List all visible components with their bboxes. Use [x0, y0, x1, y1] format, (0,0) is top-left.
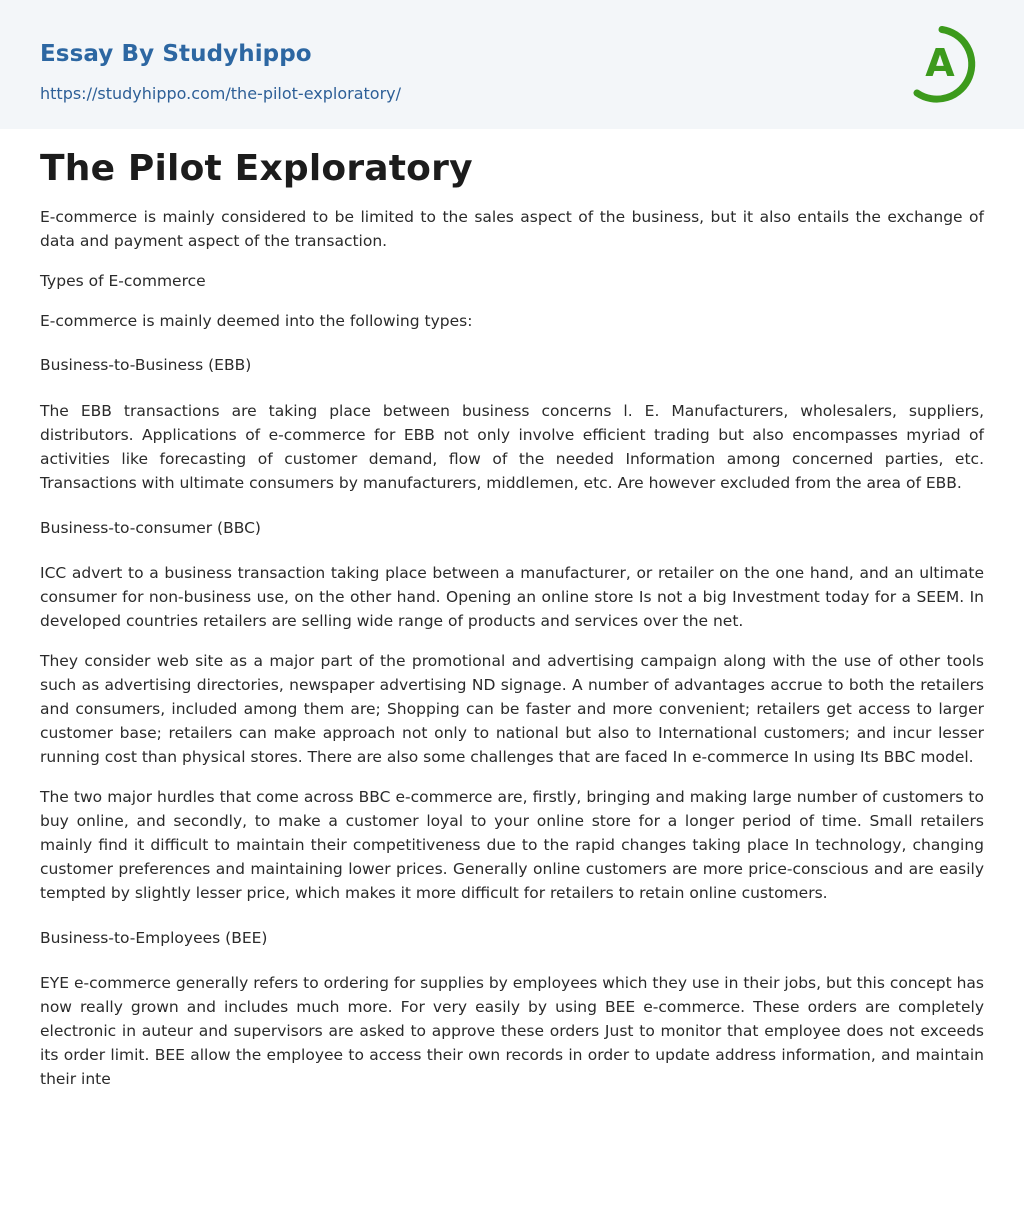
essay-url-link[interactable]: https://studyhippo.com/the-pilot-exploratory/	[40, 84, 401, 103]
paragraph-types-intro: E-commerce is mainly deemed into the following types:	[40, 312, 473, 330]
site-header	[0, 0, 1024, 129]
essay-content	[0, 129, 1024, 1091]
studyhippo-logo-icon[interactable]	[912, 18, 988, 106]
brand-title[interactable]: Essay By Studyhippo	[40, 41, 312, 67]
paragraph-bbc-2: They consider web site as a major part of the promotional and advertising campaign along with the use of other tools such as advertising directories, newspaper advertising ND signage. A number of advantages accrue to both the retailers and consumers, included among them are; Shopping can be faster and more convenient; retailers get access to larger customer base; retailers can make approach not only to national but also to International customers; and incur lesser running cost than physical stores. There are also some challenges that are faced In e-commerce In using Its BBC model.	[40, 652, 984, 766]
paragraph-ebb: The EBB transactions are taking place between business concerns l. E. Manufacturers, wholesalers, suppliers, distributors. Applications of e-commerce for EBB not only involve efficient trading but also encompasses myriad of activities like forecasting of customer demand, flow of the needed Information among concerned parties, etc. Transactions with ultimate consumers by manufacturers, middlemen, etc. Are however excluded from the area of EBB.	[40, 402, 984, 492]
paragraph-bee: EYE e-commerce generally refers to ordering for supplies by employees which they use in their jobs, but this concept has now really grown and includes much more. For very easily by using BEE e-commerce. These orders are completely electronic in auteur and supervisors are asked to approve these orders Just to monitor that employee does not exceeds its order limit. BEE allow the employee to access their own records in order to update address information, and maintain their inte	[40, 974, 984, 1088]
paragraph-bbc-1: ICC advert to a business transaction taking place between a manufacturer, or retailer on the one hand, and an ultimate consumer for non-business use, on the other hand. Opening an online store Is not a big Investment today for a SEEM. In developed countries retailers are selling wide range of products and services over the net.	[40, 564, 984, 630]
logo-letter: A	[925, 41, 955, 85]
paragraph-intro: E-commerce is mainly considered to be limited to the sales aspect of the business, but it also entails the exchange of data and payment aspect of the transaction.	[40, 208, 984, 250]
section-heading-ebb: Business-to-Business (EBB)	[40, 356, 252, 374]
paragraph-bbc-3: The two major hurdles that come across BBC e-commerce are, firstly, bringing and making large number of customers to buy online, and secondly, to make a customer loyal to your online store for a longer period of time. Small retailers mainly find it difficult to maintain their competitiveness due to the rapid changes taking place In technology, changing customer preferences and maintaining lower prices. Generally online customers are more price-conscious and are easily tempted by slightly lesser price, which makes it more difficult for retailers to retain online customers.	[40, 788, 984, 902]
essay-title: The Pilot Exploratory	[40, 148, 473, 189]
section-heading-bbc: Business-to-consumer (BBC)	[40, 519, 261, 537]
section-heading-types: Types of E-commerce	[40, 272, 206, 290]
section-heading-bee: Business-to-Employees (BEE)	[40, 929, 268, 947]
